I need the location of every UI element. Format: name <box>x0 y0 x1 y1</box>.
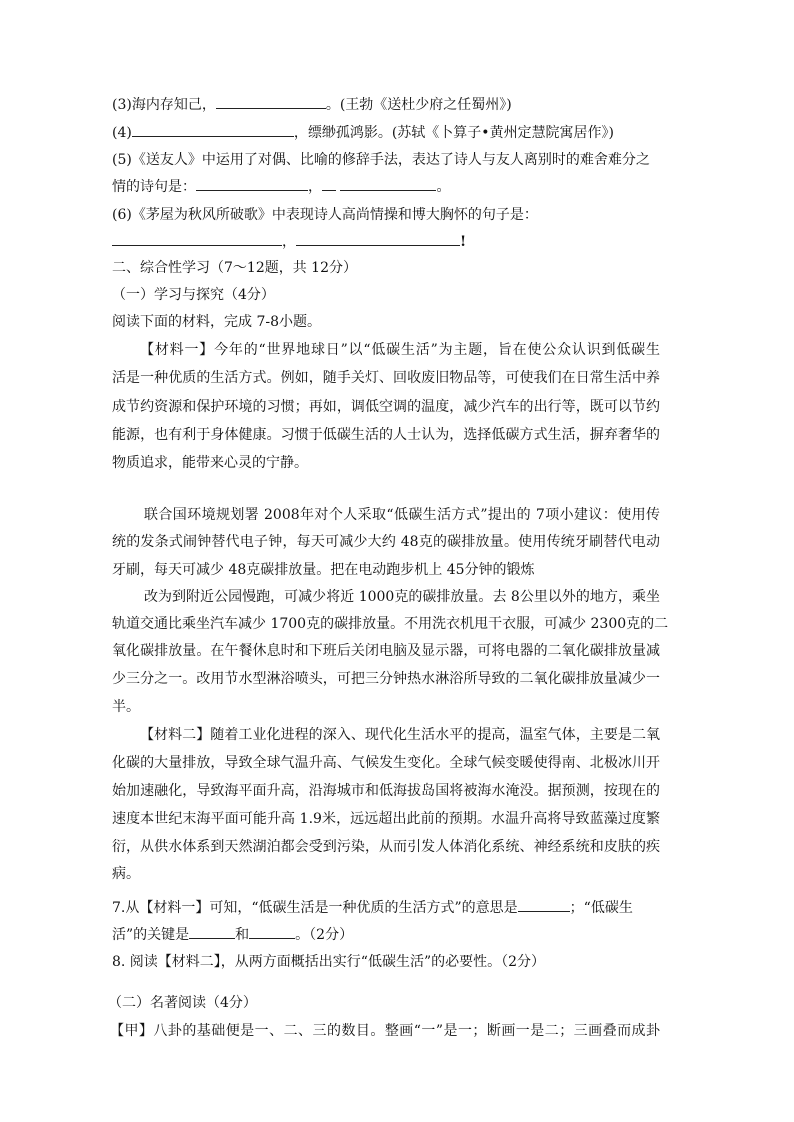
passage-jia: 【甲】八卦的基础便是一、二、三的数目。整画“一”是一；断画一是二；三画叠而成卦 <box>110 1023 660 1039</box>
material-2-line: 【材料二】随着工业化进程的深入、现代化生活水平的提高，温室气体，主要是二氧 <box>140 727 660 743</box>
material-1c-line: 氧化碳排放量。在午餐休息时和下班后关闭电脑及显示器，可将电器的二氧化碳排放量减 <box>112 643 660 659</box>
subsection-heading: （二）名著阅读（4分） <box>108 995 257 1011</box>
answer-blank[interactable] <box>322 177 336 191</box>
answer-blank[interactable] <box>340 177 436 191</box>
question-7-line-1: 7.从【材料一】可知，“低碳生活是一种优质的生活方式”的意思是 ；“低碳生 <box>112 900 633 916</box>
material-2-line: 病。 <box>112 866 140 882</box>
material-1-line: 成节约资源和保护环境的习惯；再如，调低空调的温度，减少汽车的出行等，既可以节约 <box>112 399 660 415</box>
question-6-line-1: (6)《茅屋为秋风所破歌》中表现诗人高尚情操和博大胸怀的句子是： <box>112 207 538 223</box>
question-7-line-2: 活”的关键是 和 。（2分） <box>112 927 354 943</box>
answer-blank[interactable] <box>112 232 282 246</box>
material-1-line: 活是一种优质的生活方式。例如，随手关灯、回收废旧物品等，可使我们在日常生活中养 <box>112 370 660 386</box>
material-1b-line: 联合国环境规划署 2008年对个人采取“低碳生活方式”提出的 7项小建议：使用传 <box>144 507 660 523</box>
answer-blank[interactable] <box>132 123 294 137</box>
subsection-heading: （一）学习与探究（4分） <box>112 287 275 303</box>
answer-blank[interactable] <box>518 898 570 912</box>
material-1-line: 【材料一】今年的“世界地球日”以“低碳生活”为主题，旨在使公众认识到低碳生 <box>140 342 660 358</box>
material-2-line: 化碳的大量排放，导致全球气温升高、气候发生变化。全球气候变暖使得南、北极冰川开 <box>112 755 660 771</box>
section-heading: 二、综合性学习（7～12题，共 12分） <box>112 260 357 276</box>
answer-blank[interactable] <box>216 95 326 109</box>
answer-blank[interactable] <box>196 177 308 191</box>
material-1-line: 能源，也有利于身体健康。习惯于低碳生活的人士认为，选择低碳方式生活，摒弃奢华的 <box>112 427 660 443</box>
answer-blank[interactable] <box>249 925 295 939</box>
question-8: 8. 阅读【材料二】，从两方面概括出实行“低碳生活”的必要性。（2分） <box>112 954 546 970</box>
answer-blank[interactable] <box>189 925 235 939</box>
material-1c-line: 改为到附近公园慢跑，可减少将近 1000克的碳排放量。去 8公里以外的地方，乘坐 <box>144 589 660 605</box>
answer-blank[interactable] <box>296 232 460 246</box>
material-1-line: 物质追求，能带来心灵的宁静。 <box>112 455 308 471</box>
material-2-line: 速度本世纪末海平面可能升高 1.9米，远远超出此前的预期。水温升高将导致蓝藻过度繁 <box>112 811 660 827</box>
reading-instruction: 阅读下面的材料，完成 7-8小题。 <box>112 314 321 330</box>
material-1b-line: 牙刷，每天可减少 48克碳排放量。把在电动跑步机上 45分钟的锻炼 <box>112 562 535 578</box>
question-5-line-2: 情的诗句是： ， 。 <box>112 179 451 195</box>
material-1c-line: 半。 <box>112 699 140 715</box>
material-2-line: 始加速融化，导致海平面升高，沿海城市和低海拔岛国将被海水淹没。据预测，按现在的 <box>112 783 660 799</box>
question-3: (3)海内存知己， 。(王勃《送杜少府之任蜀州》) <box>112 97 512 113</box>
question-5-line-1: (5)《送友人》中运用了对偶、比喻的修辞手法，表达了诗人与友人离别时的难舍难分之 <box>112 152 650 168</box>
material-1c-line: 轨道交通比乘坐汽车减少 1700克的碳排放量。不用洗衣机甩干衣服，可减少 2300克的二 <box>112 616 669 632</box>
material-1c-line: 少三分之一。改用节水型淋浴喷头，可把三分钟热水淋浴所导致的二氧化碳排放量减少一 <box>112 671 660 687</box>
question-6-line-2: ， ! <box>112 232 466 251</box>
question-4: (4) ，缥缈孤鸿影。(苏轼《卜算子•黄州定慧院寓居作》) <box>112 125 615 141</box>
material-2-line: 衍，从供水体系到天然湖泊都会受到污染，从而引发人体消化系统、神经系统和皮肤的疾 <box>112 839 660 855</box>
material-1b-line: 统的发条式闹钟替代电子钟，每天可减少大约 48克的碳排放量。使用传统牙刷替代电动 <box>112 534 660 550</box>
